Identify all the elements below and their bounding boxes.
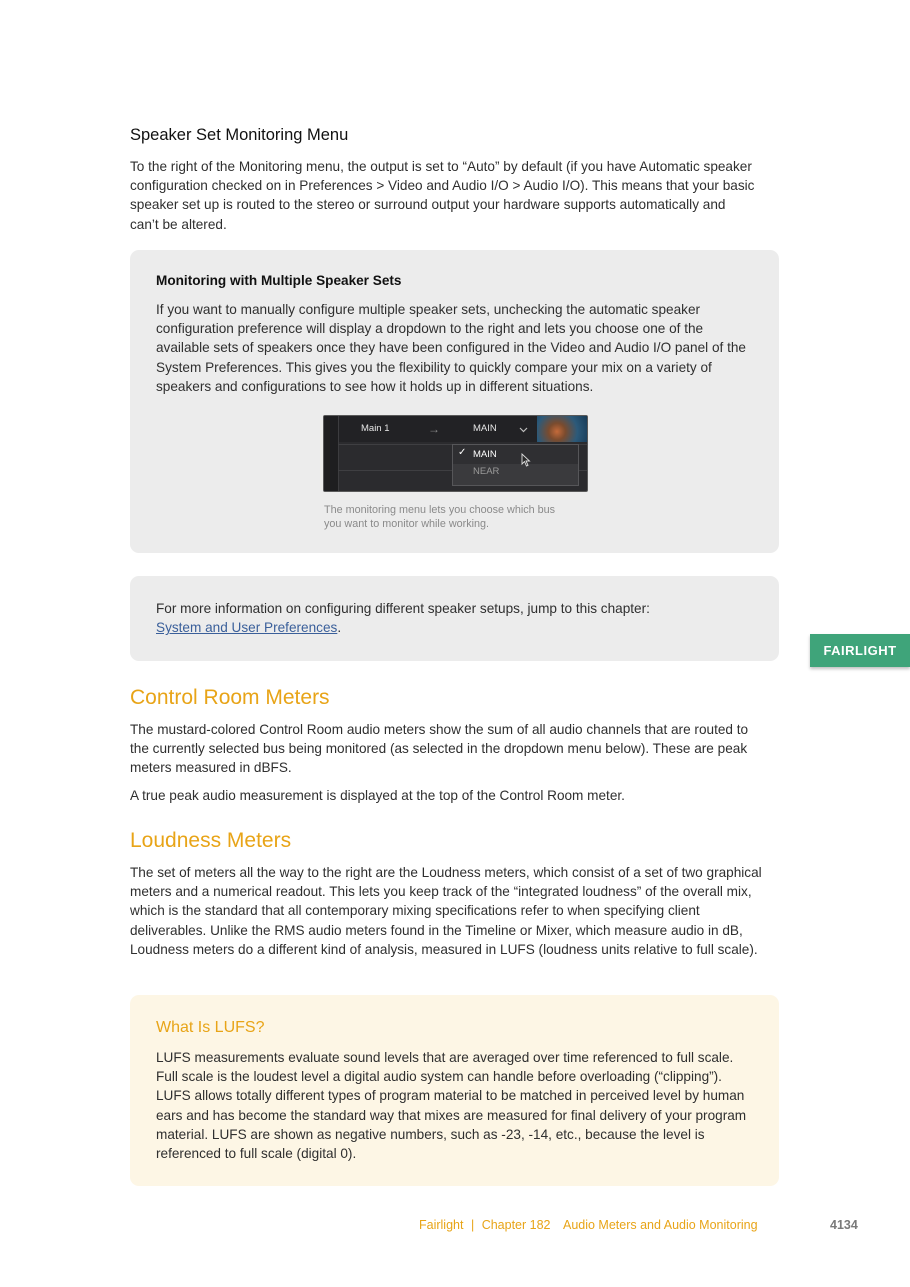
control-room-paragraph-1: The mustard-colored Control Room audio meters show the sum of all audio channels that are routed to the currently selected bus being monitored (as selected in the dropdown menu below). These are peak meters measured in dBFS. [130,722,749,776]
system-preferences-link[interactable]: System and User Preferences [156,620,338,636]
chevron-down-icon[interactable] [519,427,528,433]
footer-chapter: Chapter 182 [481,1218,551,1232]
info-box [130,576,779,661]
fairlight-section-tab[interactable]: FAIRLIGHT [810,634,910,667]
info-box-text [156,599,756,637]
arrow-right-icon: → [428,422,440,436]
info-text: For more information on configuring different speaker setups, jump to this chapter: [156,601,650,616]
section-title: Speaker Set Monitoring Menu [130,126,349,144]
lufs-box-title: What Is LUFS? [156,1019,265,1036]
monitoring-menu-figure [323,415,588,492]
control-room-heading: Control Room Meters [130,686,330,709]
menu-item-main[interactable]: MAIN [473,449,497,460]
bus-dropdown-menu [452,444,579,486]
menu-selection-highlight [453,445,578,464]
link-suffix: . [337,620,342,636]
loudness-heading: Loudness Meters [130,829,292,852]
mouse-cursor-icon [521,453,531,467]
menu-item-near[interactable]: NEAR [473,466,500,477]
lufs-box-body: LUFS measurements evaluate sound levels that are averaged over time referenced to full scale. Full scale is the loudest level a digital audio system can handle before overloading (“clipping”). LUFS allows totally different types of program material to be matched in perceived level by human ears and has become the standard way that mixes are measured for final delivery of your program material. LUFS are shown as negative numbers, such as -23, -14, etc., because the level is referenced to full scale (digital 0). [156,1050,747,1162]
page-number: 4134 [830,1218,858,1232]
bus-dropdown[interactable] [473,420,497,438]
figure-left-strip [324,416,339,491]
footer-breadcrumb [419,1218,758,1232]
video-thumbnail [537,416,587,442]
section-intro: To the right of the Monitoring menu, the output is set to “Auto” by default (if you have Automatic speaker configuration checked on in Preferences > Video and Audio I/O > Audio I/O). This means that your basic speaker set up is routed to the stereo or surround output your hardware supports automatically and can’t be altered. [130,159,755,232]
bus-dropdown-value: MAIN [473,423,497,434]
lufs-box [130,995,779,1186]
control-room-paragraph-2: A true peak audio measurement is displayed at the top of the Control Room meter. [130,788,625,803]
loudness-paragraph: The set of meters all the way to the right are the Loudness meters, which consist of a set of two graphical meters and a numerical readout. This lets you keep track of the “integrated loudness” of the overall mix, which is the standard that all contemporary mixing specifications refer to when specifying client deliverables. Unlike the RMS audio meters found in the Timeline or Mixer, which measure audio in dB, Loudness meters do a different kind of analysis, measured in LUFS (loudness units relative to full scale). [130,865,762,957]
footer-app: Fairlight [419,1218,464,1232]
figure-caption: The monitoring menu lets you choose which bus you want to monitor while working. [324,504,556,530]
source-label: Main 1 [361,423,390,434]
checkmark-icon: ✓ [458,447,467,458]
footer-separator: | [470,1218,475,1232]
note-box-title: Monitoring with Multiple Speaker Sets [156,273,402,288]
footer-chapter-title: Audio Meters and Audio Monitoring [562,1218,758,1232]
note-box-body: If you want to manually configure multiple speaker sets, unchecking the automatic speaker configuration preference will display a dropdown to the right and lets you choose one of the available sets of speakers once they have been configured in the Video and Audio I/O panel of the System Preferences. This gives you the flexibility to quickly compare your mix on a variety of speakers and configurations to see how it holds up in different situations. [156,302,746,394]
